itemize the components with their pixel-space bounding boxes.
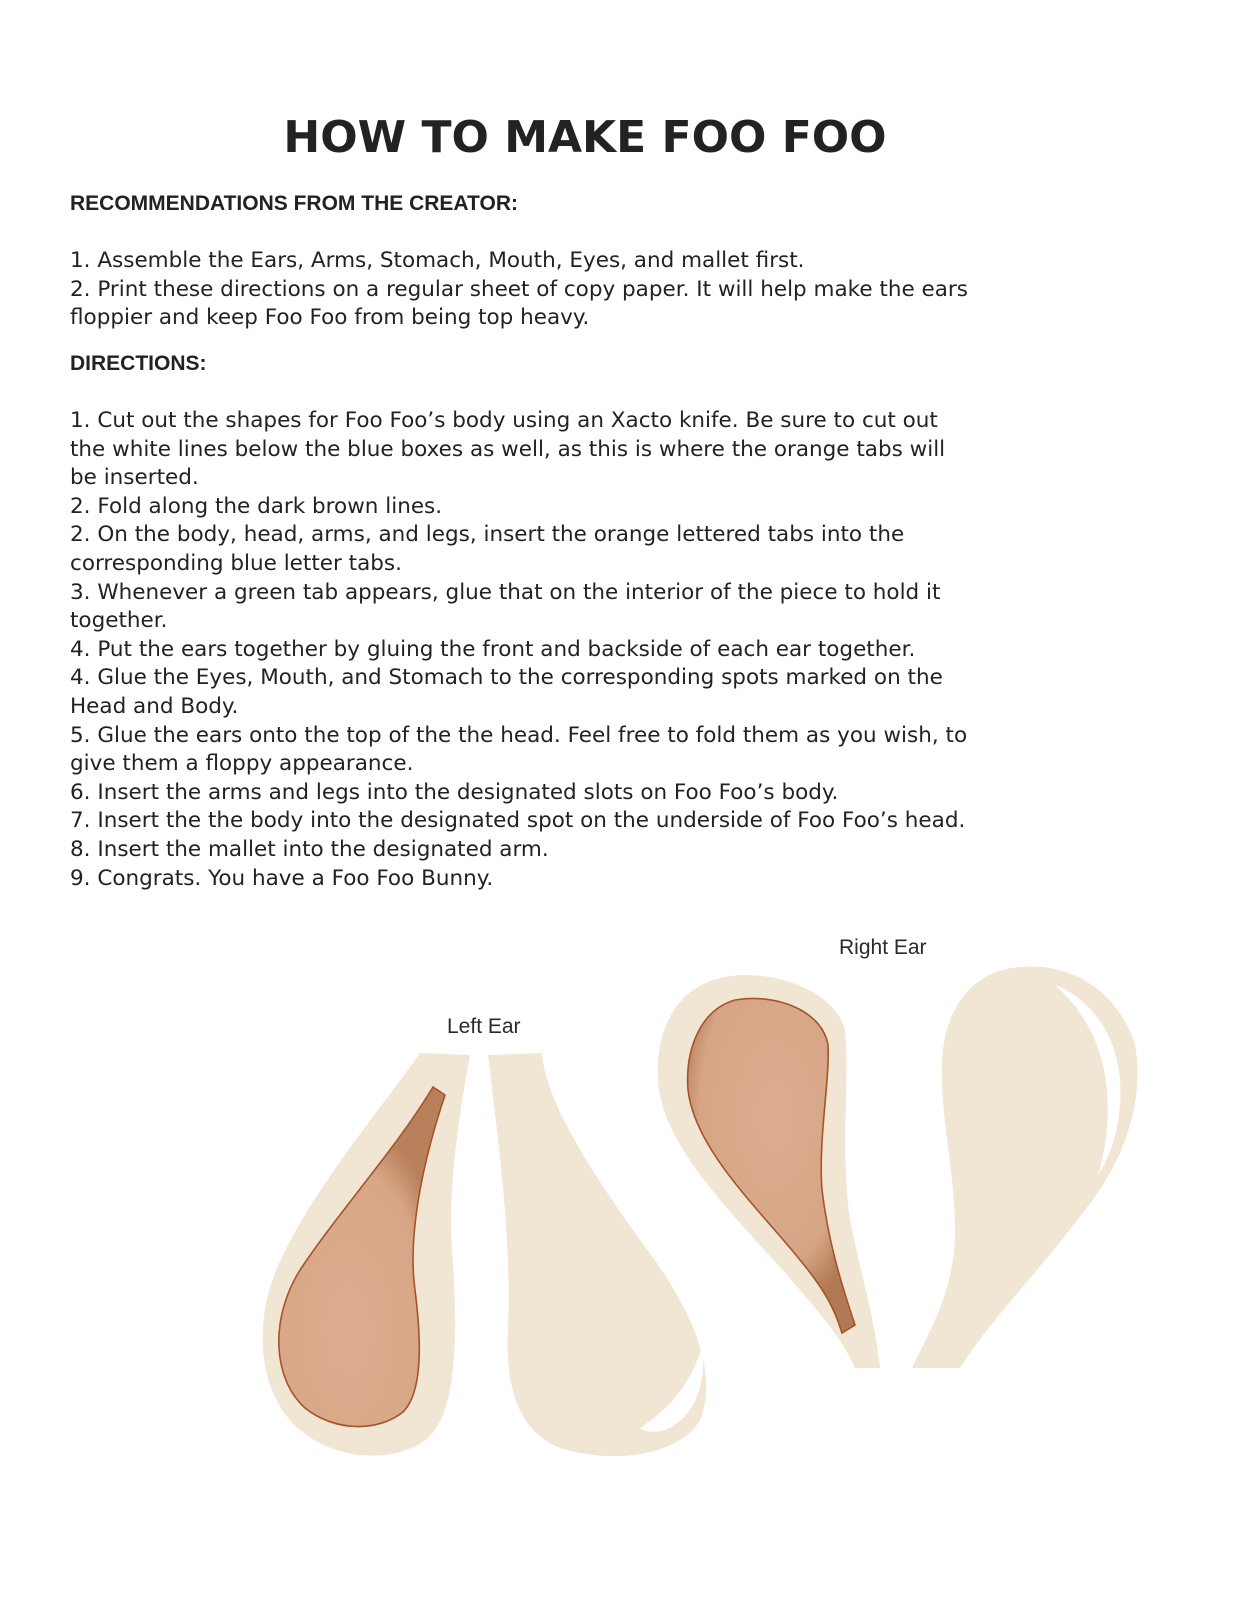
- list-item: 5. Glue the ears onto the top of the the head. Feel free to fold them as you wish, to give them a floppy appearance.: [70, 722, 968, 777]
- list-item: 8. Insert the mallet into the designated arm.: [70, 836, 549, 862]
- right-ear-back-outer: [912, 967, 1138, 1368]
- left-ear-front-piece: [263, 1053, 470, 1456]
- recommendations-heading: RECOMMENDATIONS FROM THE CREATOR:: [70, 192, 518, 215]
- list-item: 4. Put the ears together by gluing the front and backside of each ear together.: [70, 636, 916, 662]
- directions-heading: DIRECTIONS:: [70, 352, 207, 375]
- list-item: 2. Fold along the dark brown lines.: [70, 493, 443, 519]
- right-ear-label: Right Ear: [839, 936, 927, 959]
- list-item: 3. Whenever a green tab appears, glue that on the interior of the piece to hold it together.: [70, 579, 941, 634]
- left-ear-label: Left Ear: [447, 1015, 521, 1038]
- right-ear-back-piece: [912, 967, 1138, 1368]
- list-item: 2. On the body, head, arms, and legs, insert the orange lettered tabs into the corresponding blue letter tabs.: [70, 522, 905, 576]
- list-item: 4. Glue the Eyes, Mouth, and Stomach to the corresponding spots marked on the Head and Body.: [70, 665, 943, 719]
- list-item: 9. Congrats. You have a Foo Foo Bunny.: [70, 865, 494, 891]
- list-item: 6. Insert the arms and legs into the designated slots on Foo Foo’s body.: [70, 779, 839, 805]
- right-ear-front-piece: [658, 975, 880, 1368]
- list-item: 7. Insert the the body into the designated spot on the underside of Foo Foo’s head.: [70, 808, 966, 834]
- list-item: 1. Cut out the shapes for Foo Foo’s body using an Xacto knife. Be sure to cut out the white lines below the blue boxes as well, as this is where the orange tabs will be inserted.: [70, 408, 946, 491]
- list-item: 1. Assemble the Ears, Arms, Stomach, Mouth, Eyes, and mallet first.: [70, 248, 805, 273]
- page-title: HOW TO MAKE FOO FOO: [283, 112, 887, 163]
- list-item: 2. Print these directions on a regular sheet of copy paper. It will help make the ears floppier and keep Foo Foo from being top heavy.: [70, 276, 968, 331]
